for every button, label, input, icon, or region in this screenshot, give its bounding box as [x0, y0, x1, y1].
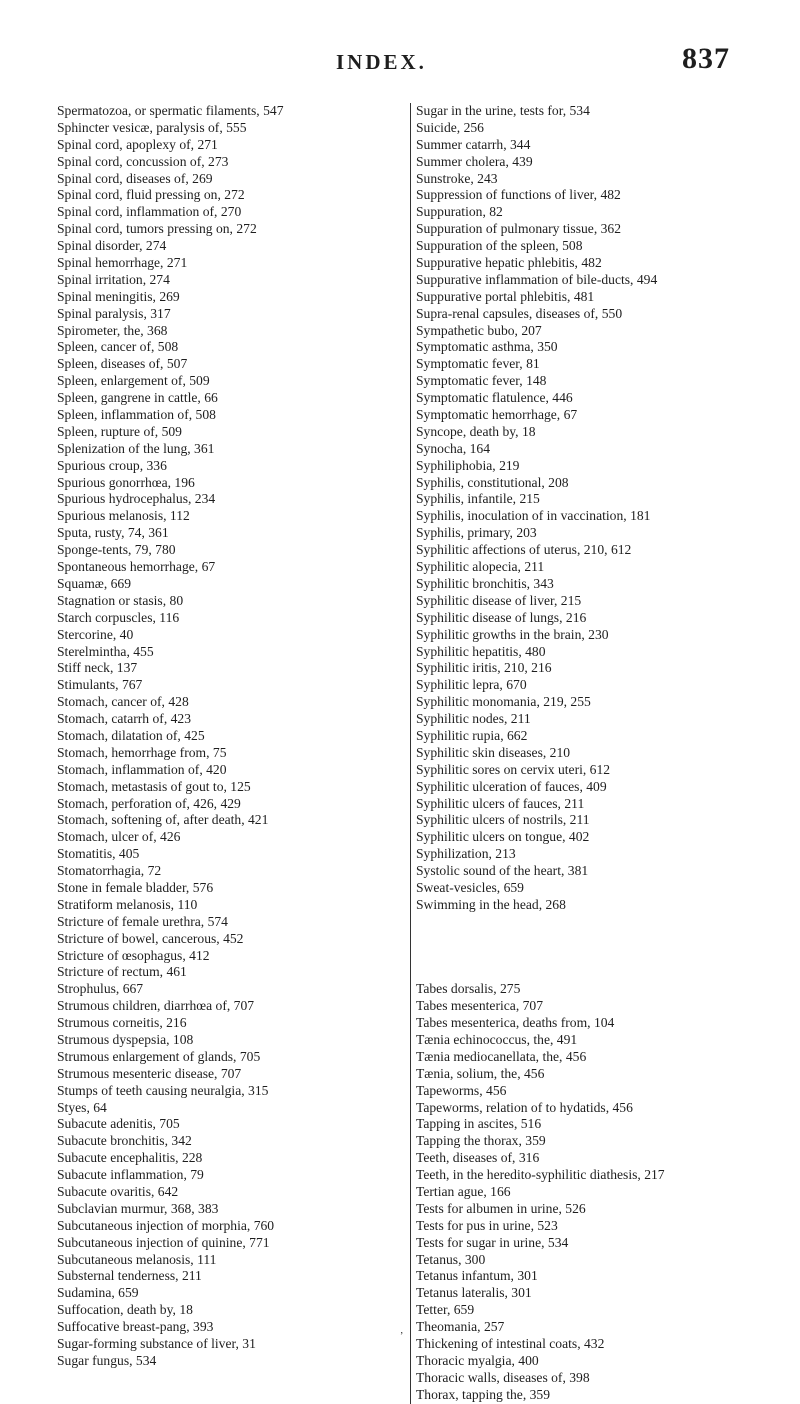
index-entry: Stagnation or stasis, 80: [57, 592, 184, 608]
index-entry: Stomatitis, 405: [57, 846, 140, 862]
index-entry: Stomatorrhagia, 72: [57, 863, 162, 879]
index-entry: Symptomatic flatulence, 446: [416, 390, 573, 406]
index-entry: Synocha, 164: [416, 440, 491, 456]
index-entry: Stomach, perforation of, 426, 429: [57, 795, 241, 811]
index-entry: Summer catarrh, 344: [416, 136, 531, 152]
index-entry: Syphilitic nodes, 211: [416, 711, 531, 727]
index-entry: Stiff neck, 137: [57, 660, 138, 676]
running-title: INDEX.: [336, 50, 427, 74]
index-entry: Spinal meningitis, 269: [57, 288, 180, 304]
index-entry: Tænia, solium, the, 456: [416, 1065, 545, 1081]
index-entry: Stratiform melanosis, 110: [57, 896, 198, 912]
index-entry: Subcutaneous injection of quinine, 771: [57, 1234, 270, 1250]
index-entry: Syphilis, infantile, 215: [416, 491, 540, 507]
index-entry: Strumous corneitis, 216: [57, 1015, 187, 1031]
index-entry: Spinal cord, concussion of, 273: [57, 153, 229, 169]
index-entry: Tests for sugar in urine, 534: [416, 1234, 569, 1250]
index-entry: Sputa, rusty, 74, 361: [57, 525, 169, 541]
index-entry: Stomach, ulcer of, 426: [57, 829, 181, 845]
index-entry: Spurious melanosis, 112: [57, 508, 190, 524]
index-entry: Spinal irritation, 274: [57, 271, 170, 287]
index-entry: Teeth, diseases of, 316: [416, 1150, 540, 1166]
index-entry: Subacute encephalitis, 228: [57, 1150, 203, 1166]
index-entry: Sterelmintha, 455: [57, 643, 154, 659]
index-entry: Sympathetic bubo, 207: [416, 322, 542, 338]
index-entry: Suppression of functions of liver, 482: [416, 187, 621, 203]
index-entry: Spleen, enlargement of, 509: [57, 373, 210, 389]
index-entry: Subacute adenitis, 705: [57, 1116, 180, 1132]
index-entry: Tapeworms, 456: [416, 1082, 507, 1098]
index-entry: Syphilitic hepatitis, 480: [416, 643, 546, 659]
index-entry: Syncope, death by, 18: [416, 423, 536, 439]
index-entry: Strumous enlargement of glands, 705: [57, 1048, 261, 1064]
index-entry: Syphilis, inoculation of in vaccination, 181: [416, 508, 651, 524]
index-entry: Sunstroke, 243: [416, 170, 498, 186]
index-entry: Spinal cord, tumors pressing on, 272: [57, 221, 257, 237]
index-entry: Stimulants, 767: [57, 677, 143, 693]
index-entry: Styes, 64: [57, 1099, 107, 1115]
index-entry: Splenization of the lung, 361: [57, 440, 215, 456]
index-entry: Syphilitic alopecia, 211: [416, 559, 545, 575]
index-entry: Spleen, diseases of, 507: [57, 356, 188, 372]
index-entry: Stomach, inflammation of, 420: [57, 761, 227, 777]
index-entry: Subacute bronchitis, 342: [57, 1133, 192, 1149]
index-entry: Subacute ovaritis, 642: [57, 1184, 179, 1199]
index-entry: Spinal cord, apoplexy of, 271: [57, 136, 218, 152]
index-entry: Sudamina, 659: [57, 1285, 139, 1301]
index-entry: Spermatozoa, or spermatic filaments, 547: [57, 103, 284, 118]
index-entry: Syphilitic skin diseases, 210: [416, 744, 571, 760]
index-entry: Syphilitic growths in the brain, 230: [416, 626, 609, 642]
index-entry: Stomach, catarrh of, 423: [57, 711, 192, 727]
index-entry: Spinal cord, fluid pressing on, 272: [57, 187, 245, 203]
index-entry: Thickening of intestinal coats, 432: [416, 1336, 605, 1352]
index-entry: Syphilitic ulcers of fauces, 211: [416, 795, 585, 811]
index-entry: Spinal paralysis, 317: [57, 305, 171, 321]
index-entry: Suppurative portal phlebitis, 481: [416, 288, 595, 304]
index-entry: Suicide, 256: [416, 119, 484, 135]
index-entry: Stricture of œsophagus, 412: [57, 947, 210, 963]
index-entry: Symptomatic hemorrhage, 67: [416, 407, 578, 423]
page-header: [0, 42, 800, 82]
index-entry: Spirometer, the, 368: [57, 322, 168, 338]
index-entry: Tertian ague, 166: [416, 1184, 511, 1200]
index-entry: Spinal cord, diseases of, 269: [57, 170, 213, 186]
index-entry: Spurious croup, 336: [57, 457, 167, 473]
index-entry: Thorax, tapping the, 359: [416, 1386, 551, 1402]
index-entry: Syphilitic ulcers of nostrils, 211: [416, 812, 590, 828]
index-entry: Spurious hydrocephalus, 234: [57, 491, 216, 507]
index-entry: Thoracic walls, diseases of, 398: [416, 1369, 590, 1385]
index-entry: Thoracic myalgia, 400: [416, 1352, 539, 1368]
index-entry: Syphilitic sores on cervix uteri, 612: [416, 761, 611, 777]
index-entry: Strophulus, 667: [57, 981, 144, 997]
index-entry: Sphincter vesicæ, paralysis of, 555: [57, 119, 247, 135]
index-entry: Symptomatic fever, 81: [416, 356, 540, 372]
index-entry: Tapping the thorax, 359: [416, 1133, 546, 1149]
index-entry: Syphilitic ulceration of fauces, 409: [416, 778, 607, 794]
index-entry: Swimming in the head, 268: [416, 896, 566, 912]
index-entry: Stomach, softening of, after death, 421: [57, 812, 269, 828]
index-entry: Spontaneous hemorrhage, 67: [57, 559, 216, 575]
index-entry: Subcutaneous melanosis, 111: [57, 1251, 217, 1267]
index-entry: Tetanus, 300: [416, 1251, 486, 1267]
index-entry: Sugar-forming substance of liver, 31: [57, 1336, 256, 1352]
index-entry: Stone in female bladder, 576: [57, 879, 214, 895]
index-entry: Strumous children, diarrhœa of, 707: [57, 998, 255, 1014]
index-entry: Suffocative breast-pang, 393: [57, 1319, 214, 1335]
index-entry: Starch corpuscles, 116: [57, 609, 180, 625]
index-entry: Spleen, gangrene in cattle, 66: [57, 390, 218, 406]
index-entry: Syphilitic disease of liver, 215: [416, 592, 582, 608]
index-entry: Tests for pus in urine, 523: [416, 1217, 558, 1233]
index-entry: Tænia mediocanellata, the, 456: [416, 1048, 587, 1064]
index-entry: Stricture of female urethra, 574: [57, 913, 228, 929]
index-entry: Suppuration of the spleen, 508: [416, 238, 583, 254]
index-entry: Syphilitic iritis, 210, 216: [416, 660, 552, 676]
index-entry: Sweat-vesicles, 659: [416, 879, 524, 895]
index-entry: Syphilitic ulcers on tongue, 402: [416, 829, 590, 845]
footer-mark: ‚: [400, 1325, 404, 1336]
index-entry: Teeth, in the heredito-syphilitic diathesis, 217: [416, 1167, 665, 1183]
index-entry: Subacute inflammation, 79: [57, 1167, 204, 1183]
index-entry: Theomania, 257: [416, 1319, 505, 1335]
index-entry: Tabes mesenterica, deaths from, 104: [416, 1015, 615, 1031]
index-column-right: [410, 103, 776, 1404]
index-entry: Syphilis, constitutional, 208: [416, 474, 569, 490]
index-entry: Spinal cord, inflammation of, 270: [57, 204, 242, 220]
index-entry: Suppurative inflammation of bile-ducts, 494: [416, 271, 658, 287]
index-entry: Systolic sound of the heart, 381: [416, 863, 589, 879]
index-entry: Sugar in the urine, tests for, 534: [416, 103, 590, 118]
index-entry: Suppuration, 82: [416, 204, 503, 220]
index-entry: Spleen, inflammation of, 508: [57, 407, 216, 423]
index-entry: Spleen, cancer of, 508: [57, 339, 179, 355]
index-entry: Syphilitic affections of uterus, 210, 612: [416, 542, 632, 558]
index-entry: Subcutaneous injection of morphia, 760: [57, 1217, 275, 1233]
index-entry: Tests for albumen in urine, 526: [416, 1200, 586, 1216]
index-entry: Suppurative hepatic phlebitis, 482: [416, 255, 602, 271]
index-entry: Stomach, cancer of, 428: [57, 694, 189, 710]
page-number: 837: [682, 42, 730, 75]
index-entry: Supra-renal capsules, diseases of, 550: [416, 305, 623, 321]
index-entry: Tetanus lateralis, 301: [416, 1285, 532, 1301]
index-entry: Summer cholera, 439: [416, 153, 533, 169]
section-gap: [416, 914, 776, 982]
index-entry: Sugar fungus, 534: [57, 1352, 157, 1368]
index-entry: Symptomatic asthma, 350: [416, 339, 558, 355]
index-entry: Stricture of bowel, cancerous, 452: [57, 930, 244, 946]
index-entry: Stomach, hemorrhage from, 75: [57, 744, 227, 760]
index-entry: Spleen, rupture of, 509: [57, 423, 182, 439]
index-entry: Stomach, dilatation of, 425: [57, 727, 205, 743]
index-entry: Syphiliphobia, 219: [416, 457, 520, 473]
index-entry: Squamæ, 669: [57, 575, 132, 591]
index-entry: Syphilis, primary, 203: [416, 525, 537, 541]
index-entry: Spinal hemorrhage, 271: [57, 255, 188, 271]
index-entry: Sponge-tents, 79, 780: [57, 542, 176, 558]
index-entry: Tapping in ascites, 516: [416, 1116, 542, 1132]
index-entry: Stercorine, 40: [57, 626, 134, 642]
index-entry: Syphilitic disease of lungs, 216: [416, 609, 587, 625]
index-entry: Tetter, 659: [416, 1302, 475, 1318]
index-entry: Syphilitic monomania, 219, 255: [416, 694, 591, 710]
index-entry: Suppuration of pulmonary tissue, 362: [416, 221, 622, 237]
index-entry: Symptomatic fever, 148: [416, 373, 547, 389]
index-entry: Syphilitic rupia, 662: [416, 727, 528, 743]
index-entry: Syphilitic bronchitis, 343: [416, 575, 554, 591]
index-entry: Syphilitic lepra, 670: [416, 677, 527, 693]
index-entry: Stumps of teeth causing neuralgia, 315: [57, 1082, 269, 1098]
index-entry: Tetanus infantum, 301: [416, 1268, 538, 1284]
index-entry: Tabes mesenterica, 707: [416, 998, 544, 1014]
index-entry: Suffocation, death by, 18: [57, 1302, 193, 1318]
index-entry: Tænia echinococcus, the, 491: [416, 1032, 578, 1048]
index-entry: Spurious gonorrhœa, 196: [57, 474, 195, 490]
index-entry: Tapeworms, relation of to hydatids, 456: [416, 1099, 633, 1115]
index-entry: Syphilization, 213: [416, 846, 516, 862]
index-entry: Substernal tenderness, 211: [57, 1268, 202, 1284]
index-entry: Stomach, metastasis of gout to, 125: [57, 778, 251, 794]
index-entry: Strumous dyspepsia, 108: [57, 1031, 194, 1047]
index-entry: Stricture of rectum, 461: [57, 964, 187, 980]
index-entry: Tabes dorsalis, 275: [416, 981, 521, 997]
index-column-left: [57, 103, 392, 1370]
index-entry: Spinal disorder, 274: [57, 238, 167, 254]
index-entry: Subclavian murmur, 368, 383: [57, 1200, 219, 1216]
index-entry: Strumous mesenteric disease, 707: [57, 1065, 242, 1081]
